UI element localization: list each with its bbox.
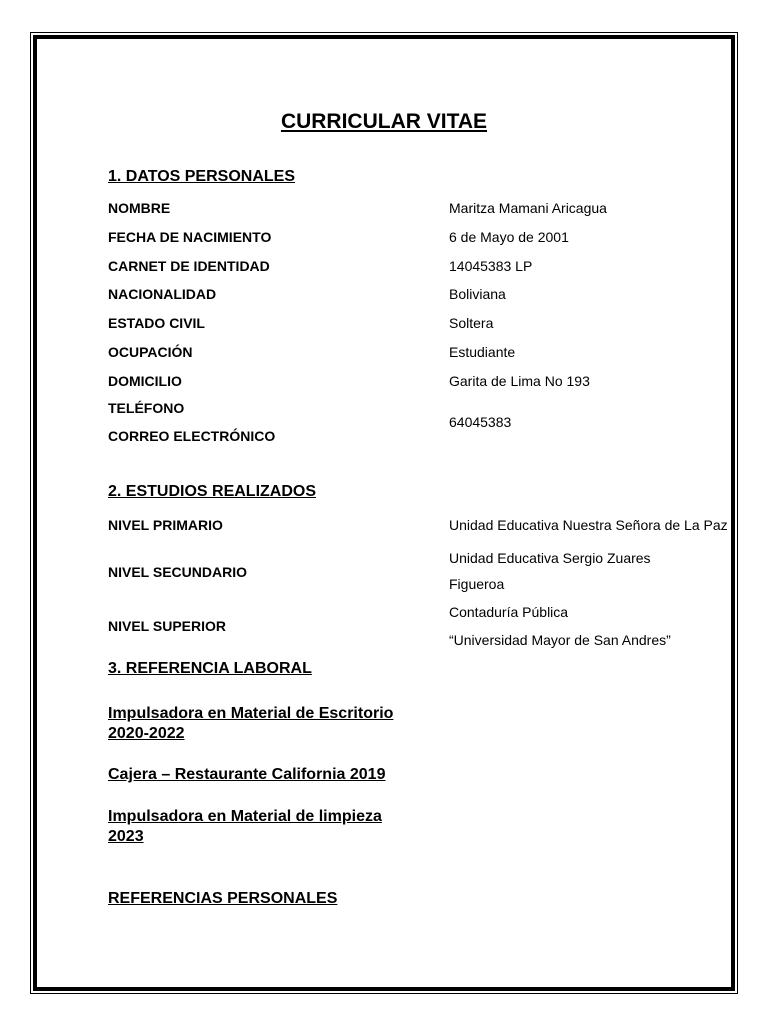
section-heading-references: REFERENCIAS PERSONALES xyxy=(108,890,338,907)
label-estado-civil: ESTADO CIVIL xyxy=(108,315,205,331)
label-nivel-secundario: NIVEL SECUNDARIO xyxy=(108,564,247,580)
label-correo: CORREO ELECTRÓNICO xyxy=(108,428,276,444)
label-fecha-nacimiento: FECHA DE NACIMIENTO xyxy=(108,229,272,245)
job-3-years: 2023 xyxy=(108,828,144,845)
value-nivel-secundario-line1: Unidad Educativa Sergio Zuares xyxy=(449,550,651,566)
job-1-title: Impulsadora en Material de Escritorio xyxy=(108,705,394,722)
section-heading-studies: 2. ESTUDIOS REALIZADOS xyxy=(108,483,317,500)
label-nacionalidad: NACIONALIDAD xyxy=(108,286,217,302)
label-telefono: TELÉFONO xyxy=(108,400,185,416)
label-nivel-superior: NIVEL SUPERIOR xyxy=(108,618,226,634)
label-domicilio: DOMICILIO xyxy=(108,373,182,389)
value-fecha-nacimiento: 6 de Mayo de 2001 xyxy=(449,229,569,245)
value-nivel-primario: Unidad Educativa Nuestra Señora de La Paz xyxy=(449,517,728,533)
section-heading-personal: 1. DATOS PERSONALES xyxy=(108,168,295,185)
section-heading-work: 3. REFERENCIA LABORAL xyxy=(108,660,312,677)
job-2-title: Cajera – Restaurante California 2019 xyxy=(108,766,386,783)
document-title: CURRICULAR VITAE xyxy=(280,110,488,133)
value-nivel-superior-line2: “Universidad Mayor de San Andres” xyxy=(449,632,671,648)
value-nivel-superior-line1: Contaduría Pública xyxy=(449,604,569,620)
job-1-years: 2020-2022 xyxy=(108,725,185,742)
value-telefono: 64045383 xyxy=(449,414,512,430)
value-nombre: Maritza Mamani Aricagua xyxy=(449,200,607,216)
label-nombre: NOMBRE xyxy=(108,200,171,216)
job-3-title: Impulsadora en Material de limpieza xyxy=(108,808,382,825)
value-nacionalidad: Boliviana xyxy=(449,286,506,302)
value-domicilio: Garita de Lima No 193 xyxy=(449,373,590,389)
value-estado-civil: Soltera xyxy=(449,315,494,331)
value-carnet: 14045383 LP xyxy=(449,258,533,274)
label-nivel-primario: NIVEL PRIMARIO xyxy=(108,517,223,533)
label-carnet: CARNET DE IDENTIDAD xyxy=(108,258,270,274)
value-nivel-secundario-line2: Figueroa xyxy=(449,576,505,592)
label-ocupacion: OCUPACIÓN xyxy=(108,344,193,360)
value-ocupacion: Estudiante xyxy=(449,344,516,360)
